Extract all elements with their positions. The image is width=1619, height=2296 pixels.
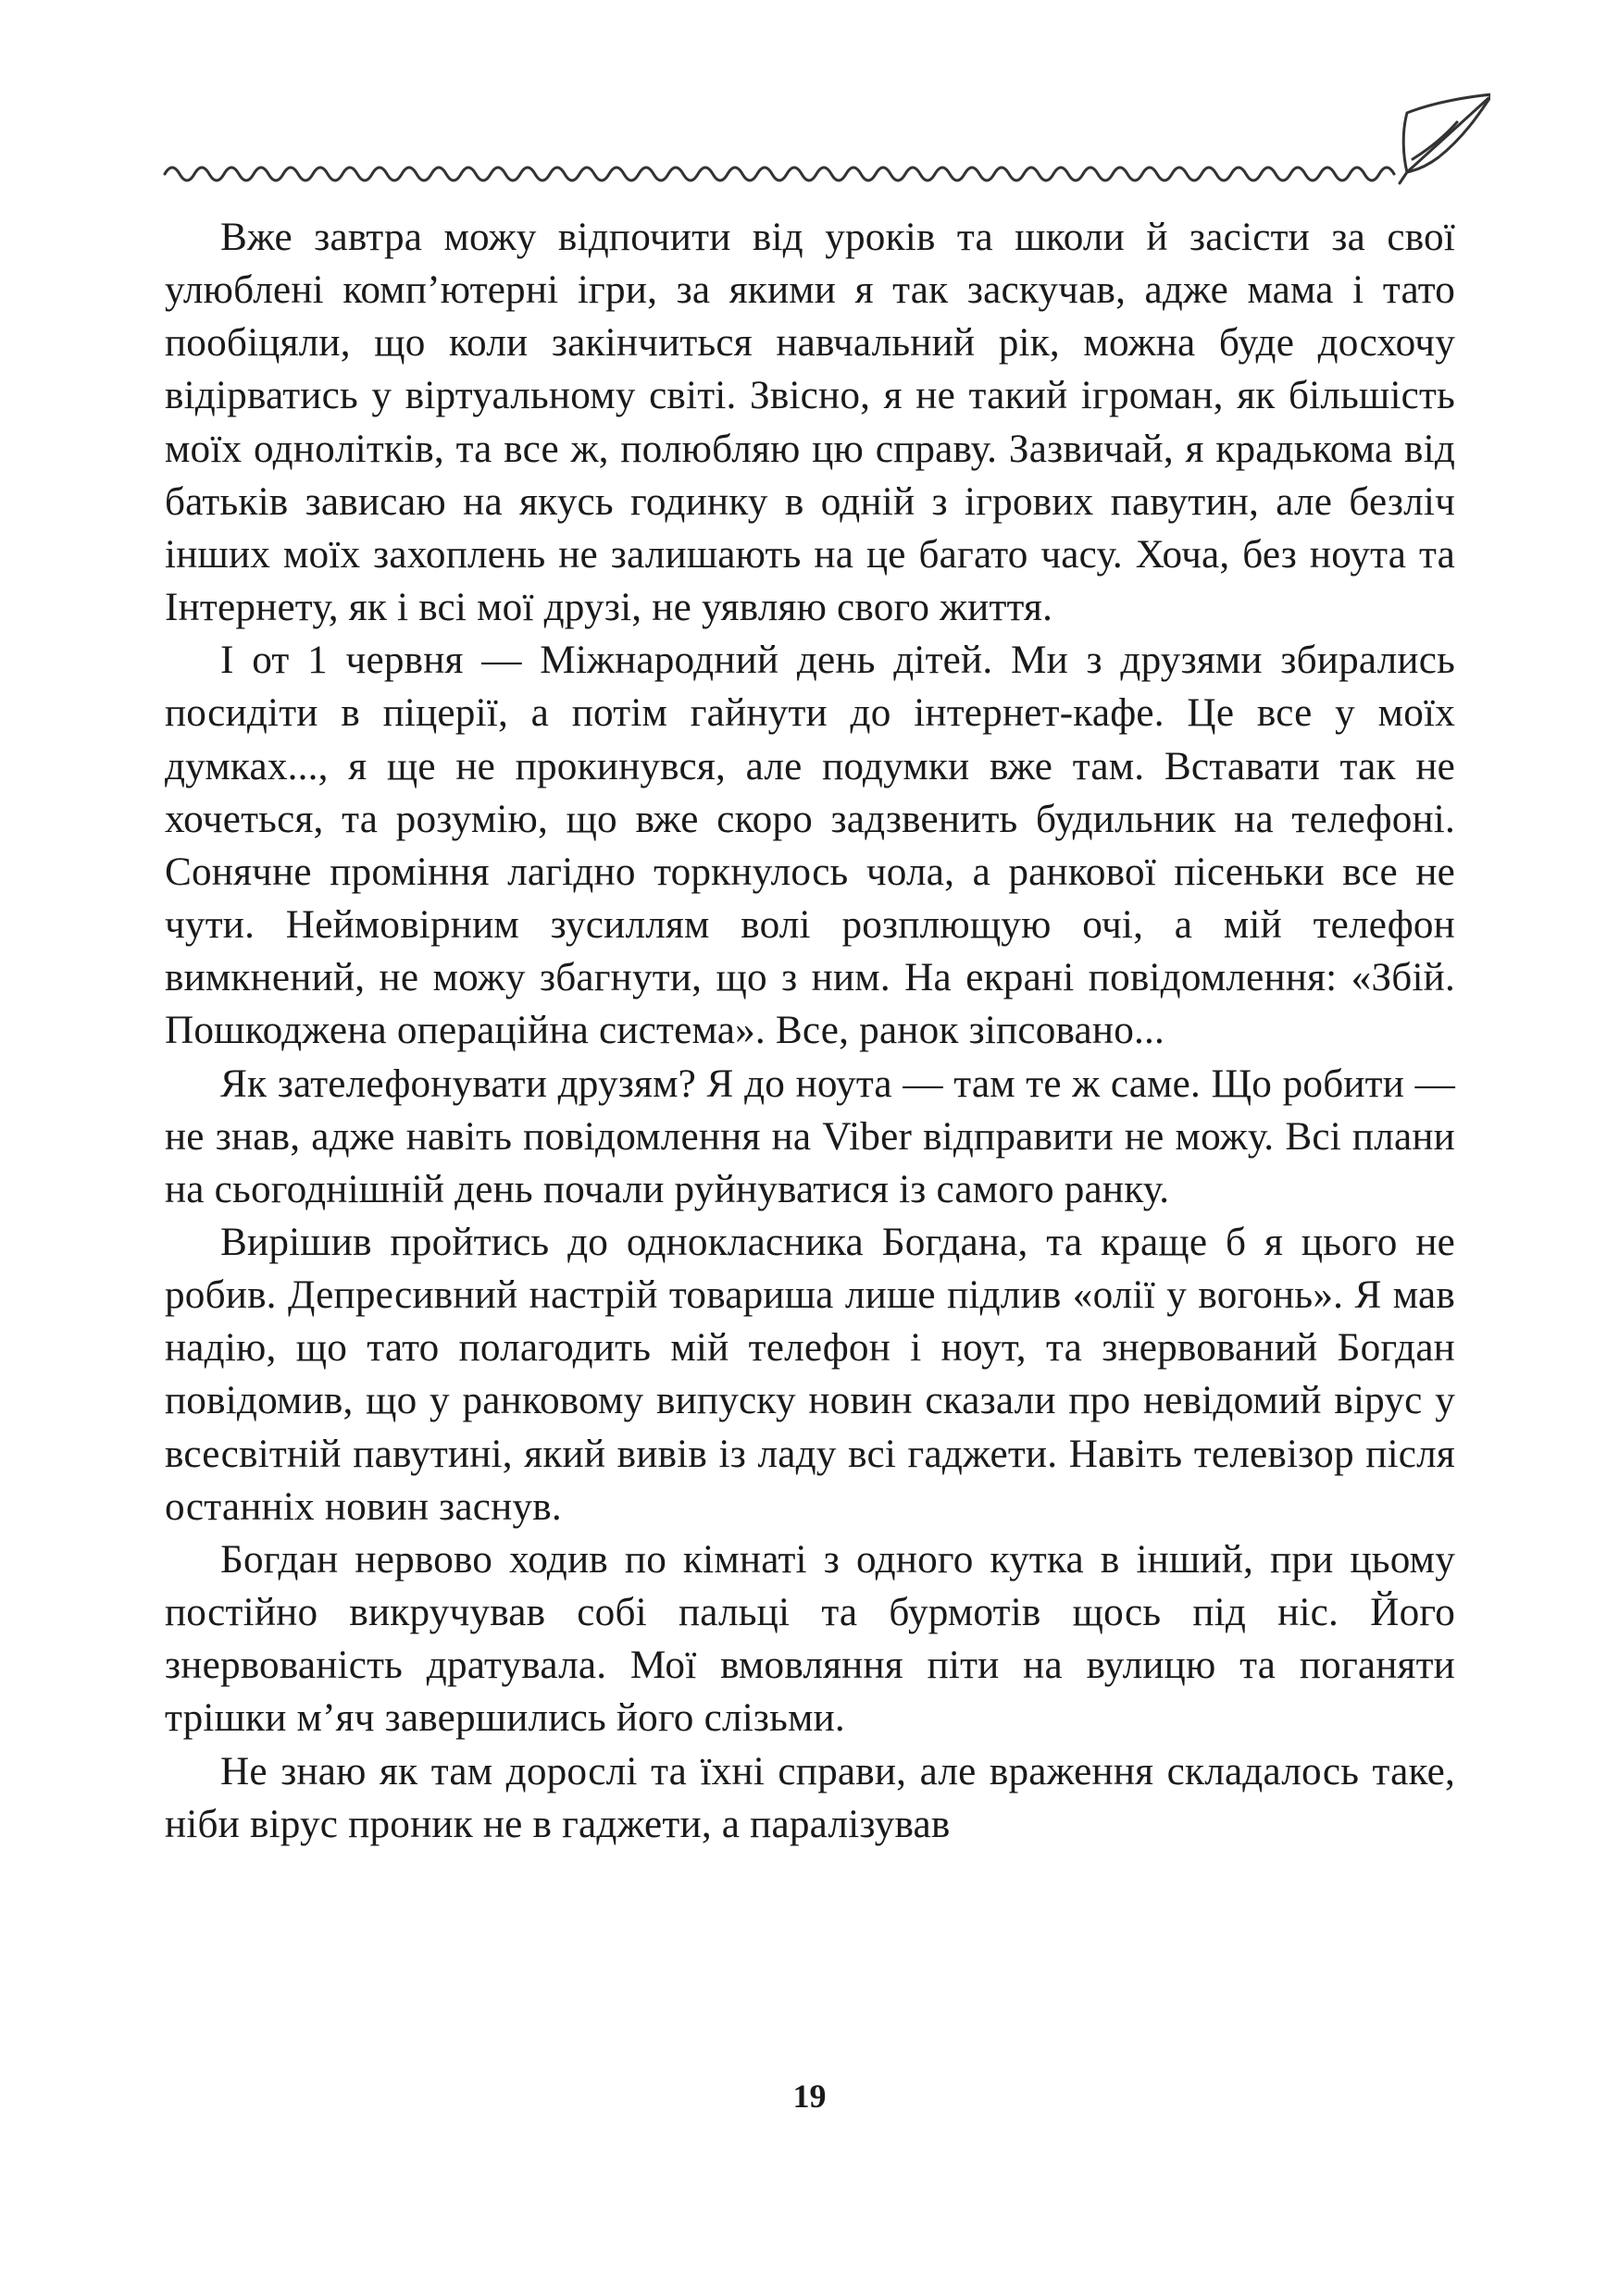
paragraph-4: Вирішив пройтись до однокласника Богдана, та краще б я цього не робив. Депресивний настрій товариша лише підлив «олії у вогонь». Я мав надію, що тато полагодить мій телефон і ноут, та знервований Богдан повідомив, що у ранковому випуску новин сказали про невідомий вірус у всесвітній павутині, який вивів із ладу всі гаджети. Навіть телевізор після останніх новин заснув. bbox=[165, 1220, 1455, 1529]
paragraph-5: Богдан нервово ходив по кімнаті з одного кутка в інший, при цьому постійно викручував собі пальці та бурмотів щось під ніс. Його знервованість дратувала. Мої вмовляння піти на вулицю та поганяти трішки м’яч завершились його слізьми. bbox=[165, 1537, 1455, 1741]
page-number: 19 bbox=[792, 2078, 827, 2115]
paragraph-3: Як зателефонувати друзям? Я до ноута — там те ж саме. Що робити — не знав, адже навіть повідомлення на Viber відправити не можу. Всі плани на сьогоднішній день почали руйнуватися із самого ранку. bbox=[165, 1061, 1455, 1211]
paragraph-1: Вже завтра можу відпочити від уроків та школи й засісти за свої улюблені комп’ютерні ігри, за якими я так заскучав, адже мама і тато пообіцяли, що коли закінчиться навчальний рік, можна буде досхочу відірватись у віртуальному світі. Звісно, я не такий ігроман, як більшість моїх однoлітків, та все ж, полюбляю цю справу. Зазвичай, я крадькома від батьків зависаю на якусь годинку в одній з ігрових павутин, але безліч інших моїх захоплень не залишають на це багато часу. Хоча, без ноута та Інтернету, як і всі мої друзі, не уявляю свого життя. bbox=[165, 216, 1455, 630]
paragraph-6: Не знаю як там дорослі та їхні справи, але враження складалось таке, ніби вірус проник не в гаджети, а паралізував bbox=[165, 1749, 1455, 1846]
paragraph-2: І от 1 червня — Міжнародний день дітей. Ми з друзями збирались посидіти в піцерії, а потім гайнути до інтернет-кафе. Це все у моїх думках..., я ще не прокинувся, але подумки вже там. Вставати так не хочеться, та розумію, що вже скоро задзвенить будильник на телефоні. Сонячне проміння лагідно торкнулось чола, а ранкової пісеньки все не чути. Неймовірним зусиллям волі розплющую очі, а мій телефон вимкнений, не можу збагнути, що з ним. На екрані повідомлення: «Збій. Пошкоджена операційна система». Все, ранок зіпсовано... bbox=[165, 639, 1455, 1053]
wavy-line-with-quill-icon bbox=[157, 93, 1490, 194]
article-body bbox=[165, 211, 1455, 1851]
